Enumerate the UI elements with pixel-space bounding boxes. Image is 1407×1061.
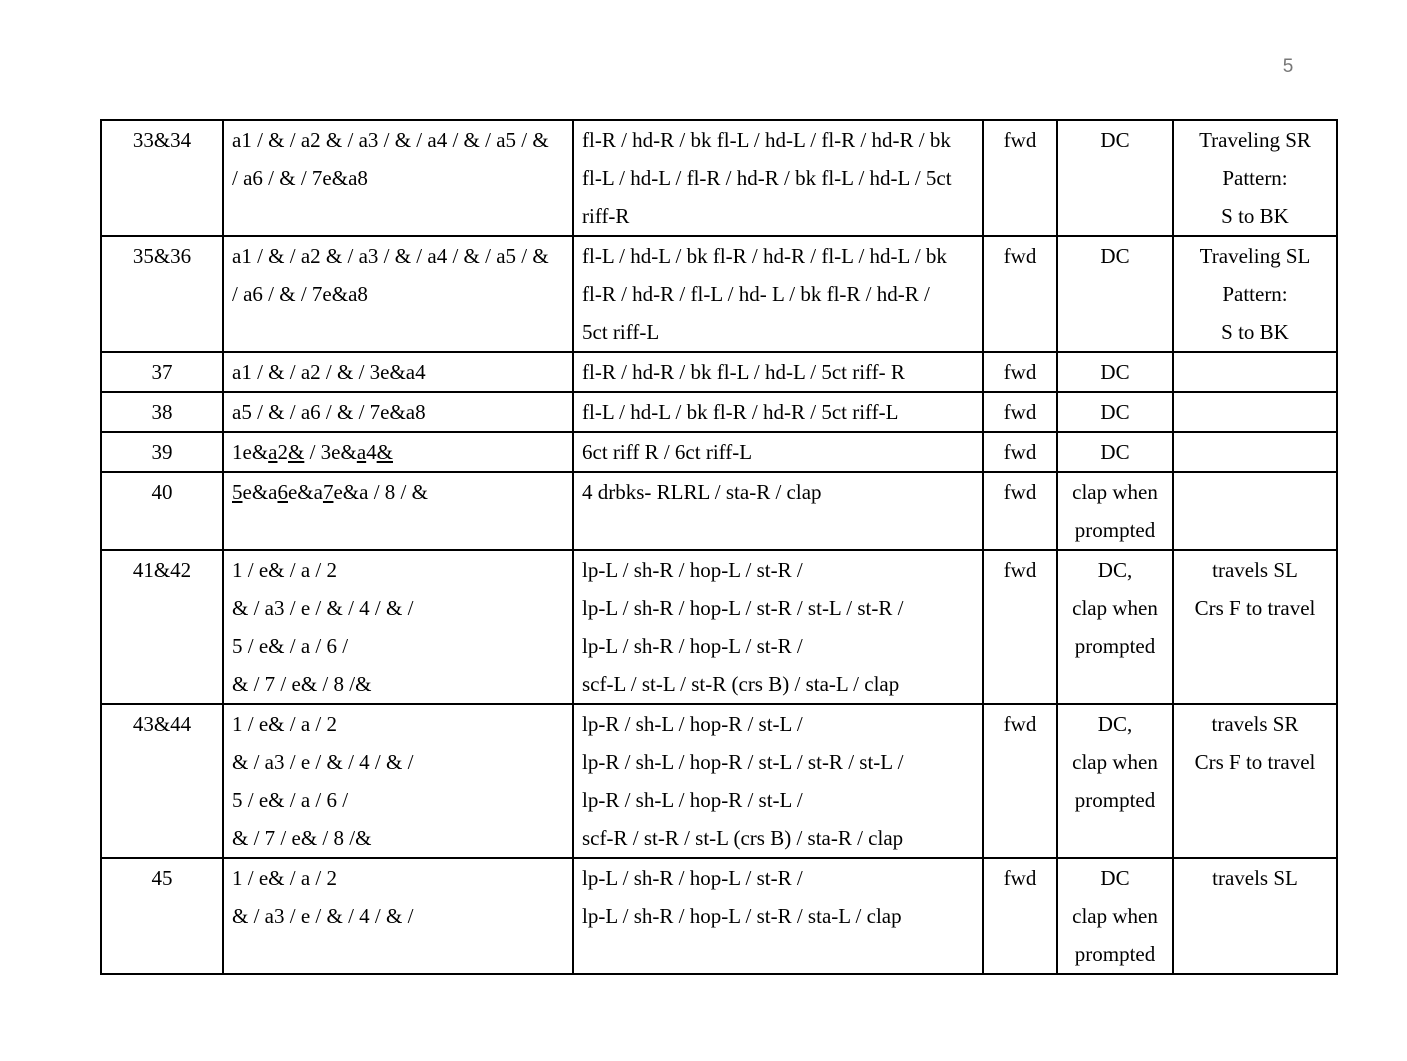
table-row: [101, 236, 1337, 352]
counts-cell-line: & / 7 / e& / 8 /&: [232, 672, 372, 696]
position-cell-line: DC,: [1097, 712, 1133, 736]
facing-cell: fwd: [983, 472, 1057, 550]
count-cell: 35&36: [101, 236, 223, 352]
count-fragment: 4: [366, 440, 377, 464]
position-cell: [1057, 120, 1173, 236]
facing-cell: fwd: [983, 352, 1057, 392]
steps-cell: [573, 392, 983, 432]
choreography-table: [100, 119, 1338, 975]
counts-cell-line: [232, 433, 564, 471]
counts-cell: [223, 432, 573, 472]
steps-cell-line: 4 drbks- RLRL / sta-R / clap: [582, 480, 822, 504]
position-cell-line: prompted: [1074, 634, 1156, 658]
table-row: [101, 858, 1337, 974]
notes-cell-line: S to BK: [1221, 204, 1289, 228]
notes-cell-line: S to BK: [1221, 320, 1289, 344]
position-cell: [1057, 392, 1173, 432]
notes-cell: [1173, 236, 1337, 352]
counts-cell-line: & / a3 / e / & / 4 / & /: [232, 750, 414, 774]
notes-cell-line: travels SR: [1211, 712, 1299, 736]
steps-cell: [573, 472, 983, 550]
counts-cell-line: a5 / & / a6 / & / 7e&a8: [232, 400, 426, 424]
position-cell-line: DC: [1100, 360, 1130, 384]
count-cell: 39: [101, 432, 223, 472]
counts-cell-line: 5 / e& / a / 6 /: [232, 788, 349, 812]
counts-cell-line: 1 / e& / a / 2: [232, 712, 337, 736]
facing-cell: fwd: [983, 550, 1057, 704]
steps-cell-line: fl-L / hd-L / bk fl-R / hd-R / fl-L / hd-L / bk: [582, 244, 947, 268]
steps-cell-line: lp-R / sh-L / hop-R / st-L /: [582, 788, 803, 812]
counts-cell: [223, 550, 573, 704]
count-cell: 43&44: [101, 704, 223, 858]
facing-cell: fwd: [983, 858, 1057, 974]
count-cell: 33&34: [101, 120, 223, 236]
notes-cell: [1173, 858, 1337, 974]
counts-cell: [223, 236, 573, 352]
count-fragment: e&a: [242, 480, 278, 504]
steps-cell-line: lp-L / sh-R / hop-L / st-R /: [582, 866, 803, 890]
count-cell: 45: [101, 858, 223, 974]
counts-cell: [223, 392, 573, 432]
position-cell: [1057, 472, 1173, 550]
count-fragment: a: [356, 440, 367, 464]
facing-cell: fwd: [983, 392, 1057, 432]
position-cell: [1057, 550, 1173, 704]
position-cell: [1057, 432, 1173, 472]
position-cell: [1057, 704, 1173, 858]
position-cell-line: clap when: [1072, 750, 1158, 774]
counts-cell: [223, 352, 573, 392]
notes-cell-line: Pattern:: [1222, 166, 1288, 190]
notes-cell: [1173, 704, 1337, 858]
steps-cell-line: fl-L / hd-L / bk fl-R / hd-R / 5ct riff-L: [582, 400, 899, 424]
steps-cell-line: 5ct riff-L: [582, 320, 660, 344]
steps-cell: [573, 550, 983, 704]
steps-cell: [573, 352, 983, 392]
facing-cell: fwd: [983, 432, 1057, 472]
position-cell-line: DC: [1100, 400, 1130, 424]
table-row: [101, 392, 1337, 432]
position-cell-line: prompted: [1074, 518, 1156, 542]
counts-cell-line: / a6 / & / 7e&a8: [232, 166, 368, 190]
notes-cell-line: Traveling SL: [1199, 244, 1311, 268]
notes-cell: [1173, 392, 1337, 432]
steps-cell-line: lp-R / sh-L / hop-R / st-L / st-R / st-L /: [582, 750, 904, 774]
count-cell: 40: [101, 472, 223, 550]
notes-cell: [1173, 120, 1337, 236]
notes-cell-line: Traveling SR: [1199, 128, 1311, 152]
notes-cell-line: Crs F to travel: [1194, 596, 1316, 620]
counts-cell: [223, 858, 573, 974]
position-cell-line: clap when: [1072, 596, 1158, 620]
counts-cell-line: 1 / e& / a / 2: [232, 558, 337, 582]
facing-cell: fwd: [983, 236, 1057, 352]
position-cell-line: prompted: [1074, 788, 1156, 812]
position-cell: [1057, 236, 1173, 352]
table-row: [101, 352, 1337, 392]
count-cell: 41&42: [101, 550, 223, 704]
table-row: [101, 432, 1337, 472]
position-cell: [1057, 858, 1173, 974]
counts-cell-line: a1 / & / a2 & / a3 / & / a4 / & / a5 / &: [232, 244, 549, 268]
position-cell-line: DC,: [1097, 558, 1133, 582]
notes-cell: [1173, 550, 1337, 704]
page-number: 5: [1282, 56, 1294, 77]
steps-cell-line: fl-R / hd-R / bk fl-L / hd-L / fl-R / hd-R / bk: [582, 128, 951, 152]
steps-cell-line: lp-L / sh-R / hop-L / st-R /: [582, 634, 803, 658]
count-fragment: &: [287, 440, 305, 464]
position-cell-line: DC: [1100, 866, 1130, 890]
position-cell-line: clap when: [1072, 480, 1158, 504]
counts-cell-line: & / a3 / e / & / 4 / & /: [232, 596, 414, 620]
steps-cell-line: lp-R / sh-L / hop-R / st-L /: [582, 712, 803, 736]
notes-cell-line: travels SL: [1212, 866, 1298, 890]
steps-cell-line: lp-L / sh-R / hop-L / st-R /: [582, 558, 803, 582]
counts-cell: [223, 472, 573, 550]
count-fragment: 7: [322, 480, 334, 504]
steps-cell-line: fl-R / hd-R / bk fl-L / hd-L / 5ct riff- R: [582, 360, 905, 384]
table-row: [101, 472, 1337, 550]
count-fragment: 6: [277, 480, 288, 504]
steps-cell-line: scf-L / st-L / st-R (crs B) / sta-L / clap: [582, 672, 900, 696]
position-cell-line: DC: [1100, 440, 1130, 464]
table-row: [101, 550, 1337, 704]
notes-cell: [1173, 352, 1337, 392]
steps-cell: [573, 236, 983, 352]
counts-cell-line: 1 / e& / a / 2: [232, 866, 337, 890]
position-cell: [1057, 352, 1173, 392]
notes-cell: [1173, 472, 1337, 550]
steps-cell-line: riff-R: [582, 204, 630, 228]
counts-cell: [223, 704, 573, 858]
facing-cell: fwd: [983, 120, 1057, 236]
position-cell-line: clap when: [1072, 904, 1158, 928]
counts-cell-line: & / a3 / e / & / 4 / & /: [232, 904, 414, 928]
count-fragment: &: [376, 440, 393, 464]
steps-cell: [573, 432, 983, 472]
position-cell-line: DC: [1100, 128, 1130, 152]
counts-cell-line: [232, 473, 564, 511]
steps-cell-line: 6ct riff R / 6ct riff-L: [582, 440, 753, 464]
position-cell-line: DC: [1100, 244, 1130, 268]
steps-cell: [573, 858, 983, 974]
facing-cell: fwd: [983, 704, 1057, 858]
count-fragment: 1e&: [232, 440, 269, 464]
notes-cell: [1173, 432, 1337, 472]
count-fragment: / 3e&: [304, 440, 357, 464]
steps-cell-line: fl-L / hd-L / fl-R / hd-R / bk fl-L / hd-L / 5ct: [582, 166, 952, 190]
steps-cell: [573, 704, 983, 858]
notes-cell-line: travels SL: [1212, 558, 1298, 582]
position-cell-line: prompted: [1074, 942, 1156, 966]
steps-cell-line: fl-R / hd-R / fl-L / hd- L / bk fl-R / hd-R /: [582, 282, 930, 306]
table-row: [101, 704, 1337, 858]
counts-cell: [223, 120, 573, 236]
table-row: [101, 120, 1337, 236]
count-cell: 38: [101, 392, 223, 432]
counts-cell-line: & / 7 / e& / 8 /&: [232, 826, 372, 850]
counts-cell-line: a1 / & / a2 & / a3 / & / a4 / & / a5 / &: [232, 128, 549, 152]
steps-cell: [573, 120, 983, 236]
steps-cell-line: lp-L / sh-R / hop-L / st-R / sta-L / clap: [582, 904, 902, 928]
counts-cell-line: / a6 / & / 7e&a8: [232, 282, 368, 306]
count-fragment: a: [268, 440, 278, 464]
count-fragment: 5: [232, 480, 243, 504]
notes-cell-line: Crs F to travel: [1194, 750, 1316, 774]
count-fragment: e&a / 8 / &: [333, 480, 428, 504]
counts-cell-line: 5 / e& / a / 6 /: [232, 634, 349, 658]
notes-cell-line: Pattern:: [1222, 282, 1288, 306]
count-cell: 37: [101, 352, 223, 392]
count-fragment: e&a: [287, 480, 323, 504]
steps-cell-line: scf-R / st-R / st-L (crs B) / sta-R / clap: [582, 826, 904, 850]
counts-cell-line: a1 / & / a2 / & / 3e&a4: [232, 360, 426, 384]
steps-cell-line: lp-L / sh-R / hop-L / st-R / st-L / st-R /: [582, 596, 904, 620]
count-fragment: 2: [277, 440, 288, 464]
